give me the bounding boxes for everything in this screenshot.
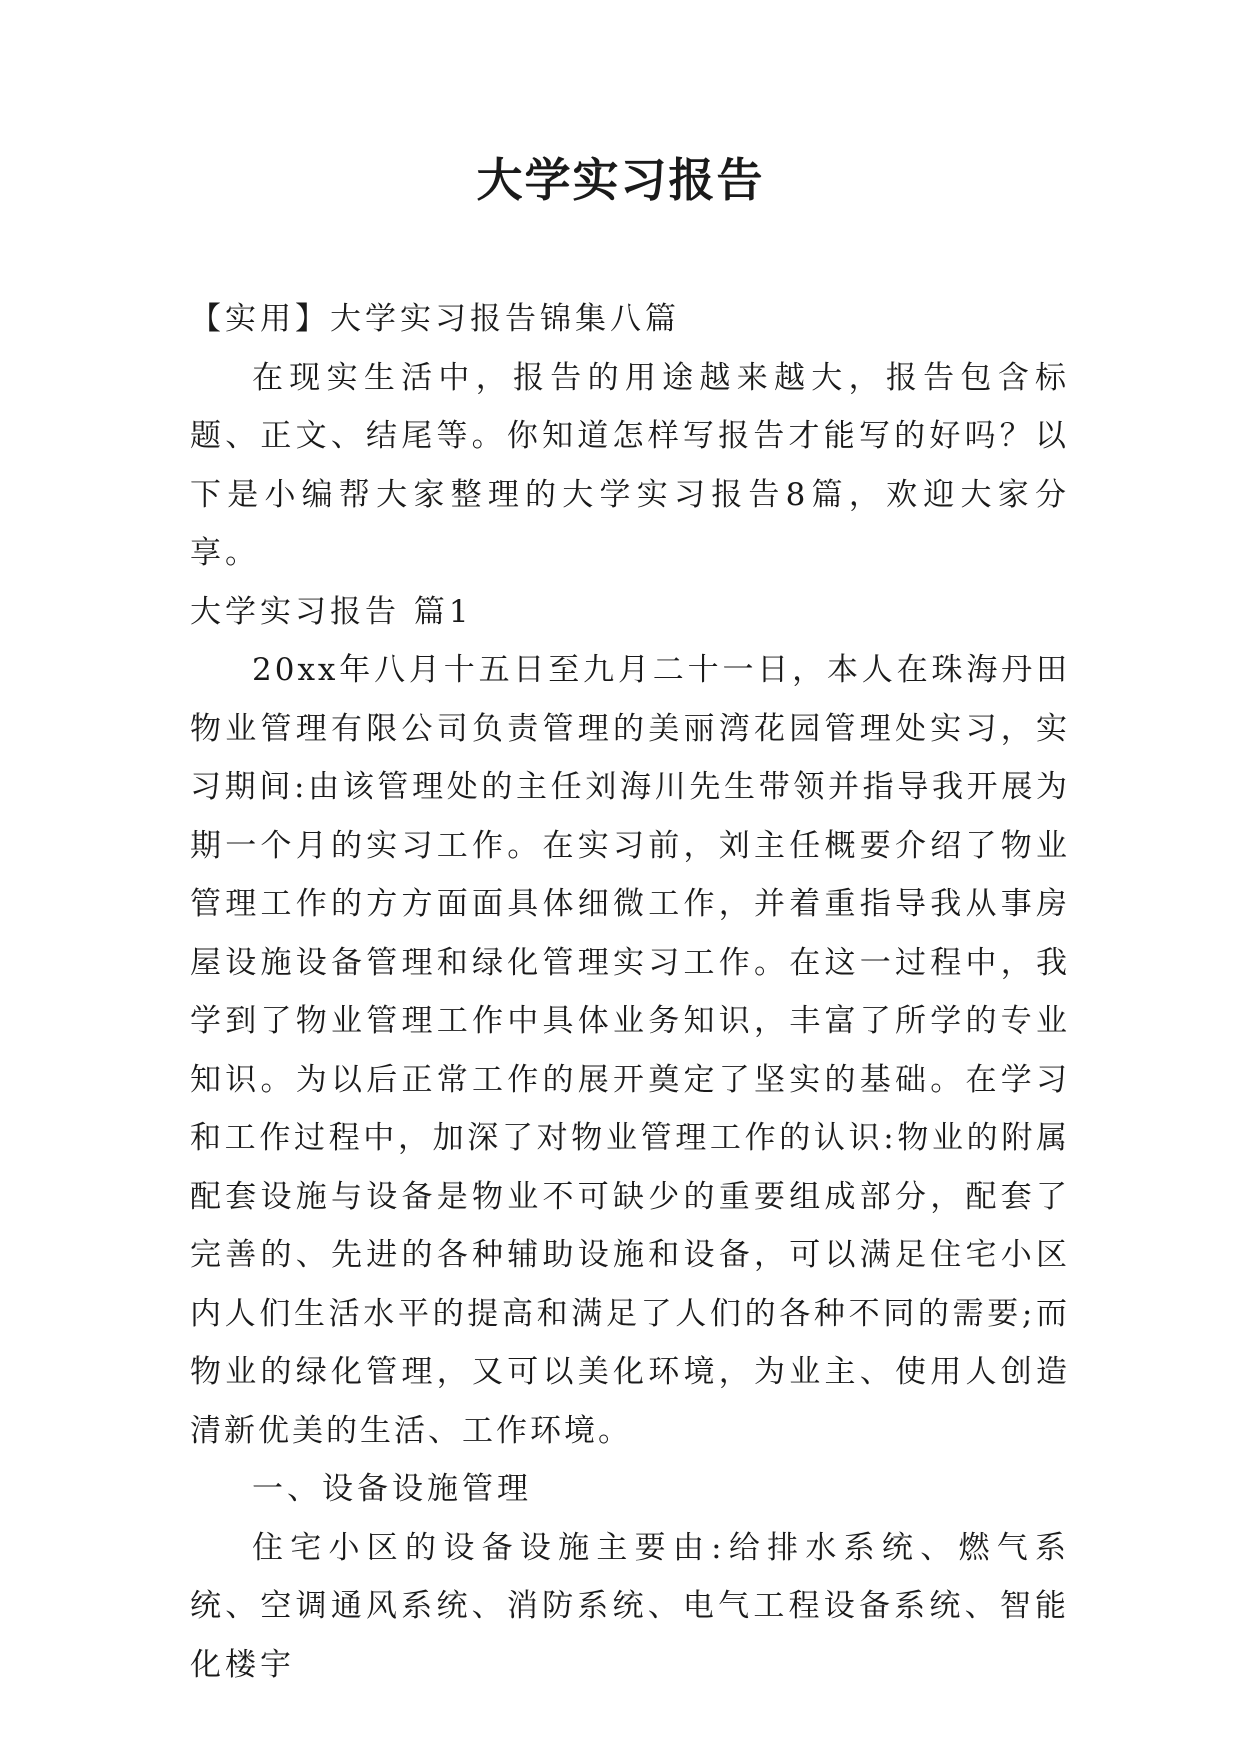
document-body: [190, 290, 1070, 1694]
body-paragraph: 20xx年八月十五日至九月二十一日，本人在珠海丹田物业管理有限公司负责管理的美丽湾花园管理处实习，实习期间:由该管理处的主任刘海川先生带领并指导我开展为期一个月的实习工作。在实习前，刘主任概要介绍了物业管理工作的方方面面具体细微工作，并着重指导我从事房屋设施设备管理和绿化管理实习工作。在这一过程中，我学到了物业管理工作中具体业务知识，丰富了所学的专业知识。为以后正常工作的展开奠定了坚实的基础。在学习和工作过程中，加深了对物业管理工作的认识:物业的附属配套设施与设备是物业不可缺少的重要组成部分，配套了完善的、先进的各种辅助设施和设备，可以满足住宅小区内人们生活水平的提高和满足了人们的各种不同的需要;而物业的绿化管理，又可以美化环境，为业主、使用人创造清新优美的生活、工作环境。: [190, 652, 1070, 1449]
document-subtitle: 【实用】大学实习报告锦集八篇: [190, 301, 680, 337]
section-heading: 一、设备设施管理: [252, 1471, 532, 1507]
intro-paragraph: 在现实生活中，报告的用途越来越大，报告包含标题、正文、结尾等。你知道怎样写报告才能写的好吗？以下是小编帮大家整理的大学实习报告8篇，欢迎大家分享。: [190, 359, 1070, 571]
document-title: 大学实习报告: [476, 153, 765, 207]
article-heading: 大学实习报告 篇1: [190, 593, 473, 630]
body-paragraph-continued: 住宅小区的设备设施主要由:给排水系统、燃气系统、空调通风系统、消防系统、电气工程设备系统、智能化楼宇: [190, 1529, 1070, 1683]
